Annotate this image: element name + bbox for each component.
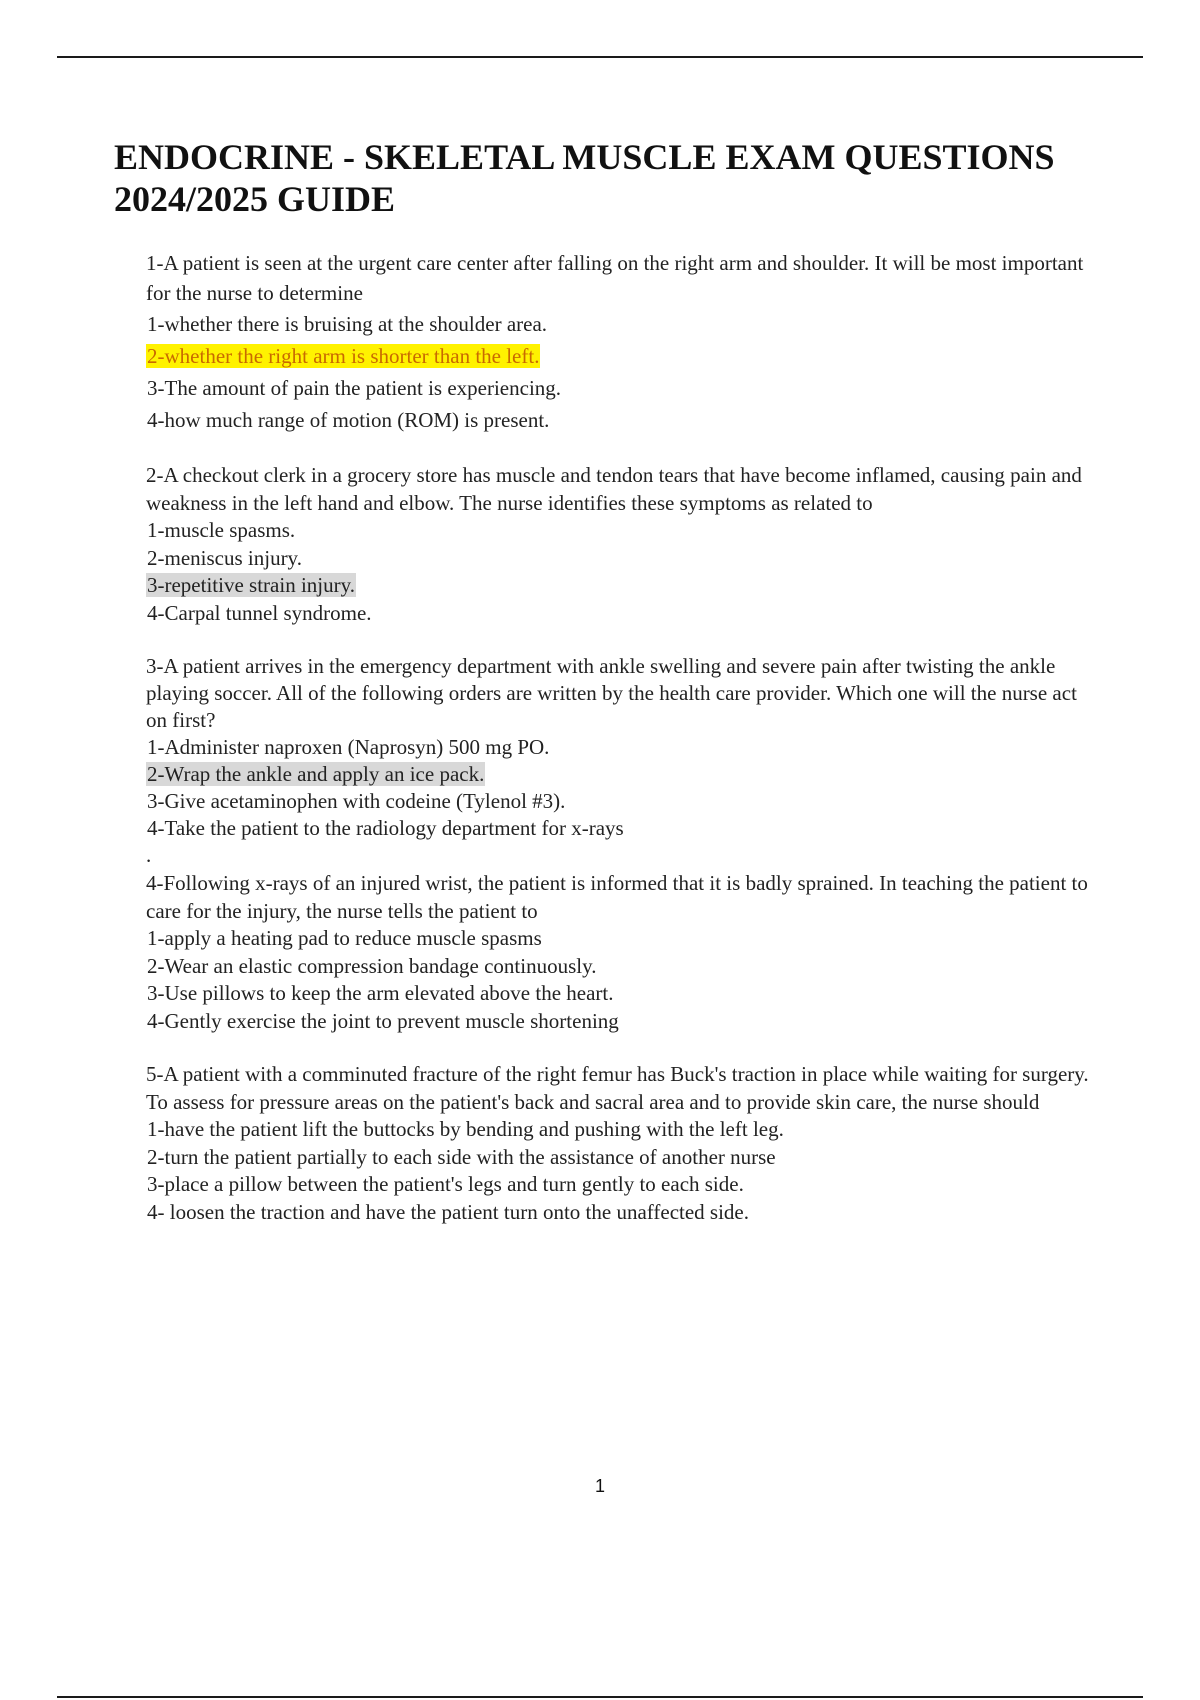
- question-1-option-1: 1-whether there is bruising at the shoulder area.: [147, 312, 548, 336]
- question-5-option-3: 3-place a pillow between the patient's legs and turn gently to each side.: [147, 1172, 744, 1196]
- question-3-trailing-dot: .: [146, 843, 152, 867]
- question-4-option-3: 3-Use pillows to keep the arm elevated above the heart.: [147, 981, 614, 1005]
- question-2-stem: 2-A checkout clerk in a grocery store has muscle and tendon tears that have become inflamed, causing pain and weakness in the left hand and elbow. The nurse identifies these symptoms as related to: [146, 463, 1082, 515]
- question-5-option-2: 2-turn the patient partially to each side with the assistance of another nurse: [147, 1144, 776, 1169]
- question-3-option-1: 1-Administer naproxen (Naprosyn) 500 mg PO.: [147, 735, 550, 759]
- question-1-option-2-highlighted: 2-whether the right arm is shorter than the left.: [147, 344, 540, 368]
- bottom-rule: [57, 1696, 1143, 1698]
- question-4-option-4: 4-Gently exercise the joint to prevent muscle shortening: [147, 1008, 619, 1033]
- document-title: ENDOCRINE - SKELETAL MUSCLE EXAM QUESTIONS 2024/2025 GUIDE: [114, 137, 1055, 219]
- question-5-option-1: 1-have the patient lift the buttocks by bending and pushing with the left leg.: [147, 1117, 784, 1141]
- question-4-stem: 4-Following x-rays of an injured wrist, the patient is informed that it is badly sprained. In teaching the patient to care for the injury, the nurse tells the patient to: [146, 871, 1088, 923]
- page-number: 1: [594, 1476, 605, 1496]
- question-1: [146, 248, 1096, 436]
- question-3-option-2-highlighted: 2-Wrap the ankle and apply an ice pack.: [147, 762, 485, 786]
- top-rule: [57, 56, 1143, 58]
- question-2-option-3-highlighted: 3-repetitive strain injury.: [147, 573, 355, 597]
- question-3: [146, 653, 1096, 842]
- question-5: [146, 1061, 1096, 1226]
- question-1-stem: 1-A patient is seen at the urgent care center after falling on the right arm and shoulder. It will be most important for the nurse to determine: [146, 251, 1084, 305]
- question-4-option-1: 1-apply a heating pad to reduce muscle spasms: [147, 926, 542, 950]
- question-5-option-4: 4- loosen the traction and have the patient turn onto the unaffected side.: [147, 1199, 749, 1224]
- question-2-option-4: 4-Carpal tunnel syndrome.: [147, 600, 372, 625]
- question-3-option-3: 3-Give acetaminophen with codeine (Tylenol #3).: [147, 789, 566, 813]
- question-2-option-1: 1-muscle spasms.: [147, 518, 296, 542]
- question-1-option-4: 4-how much range of motion (ROM) is present.: [147, 408, 550, 432]
- question-list: [146, 248, 1096, 1226]
- question-2: [146, 462, 1096, 627]
- question-1-option-3: 3-The amount of pain the patient is experiencing.: [147, 376, 562, 400]
- question-4-option-2: 2-Wear an elastic compression bandage continuously.: [147, 953, 597, 978]
- question-4: [146, 870, 1096, 1035]
- question-3-stem: 3-A patient arrives in the emergency department with ankle swelling and severe pain after twisting the ankle playing soccer. All of the following orders are written by the health care provider. Which one will the nurse act on first?: [146, 654, 1077, 732]
- question-2-option-2: 2-meniscus injury.: [147, 545, 302, 570]
- question-3-option-4: 4-Take the patient to the radiology department for x-rays: [147, 816, 624, 840]
- question-5-stem: 5-A patient with a comminuted fracture of the right femur has Buck's traction in place while waiting for surgery. To assess for pressure areas on the patient's back and sacral area and to provide skin care, the nurse should: [146, 1062, 1089, 1114]
